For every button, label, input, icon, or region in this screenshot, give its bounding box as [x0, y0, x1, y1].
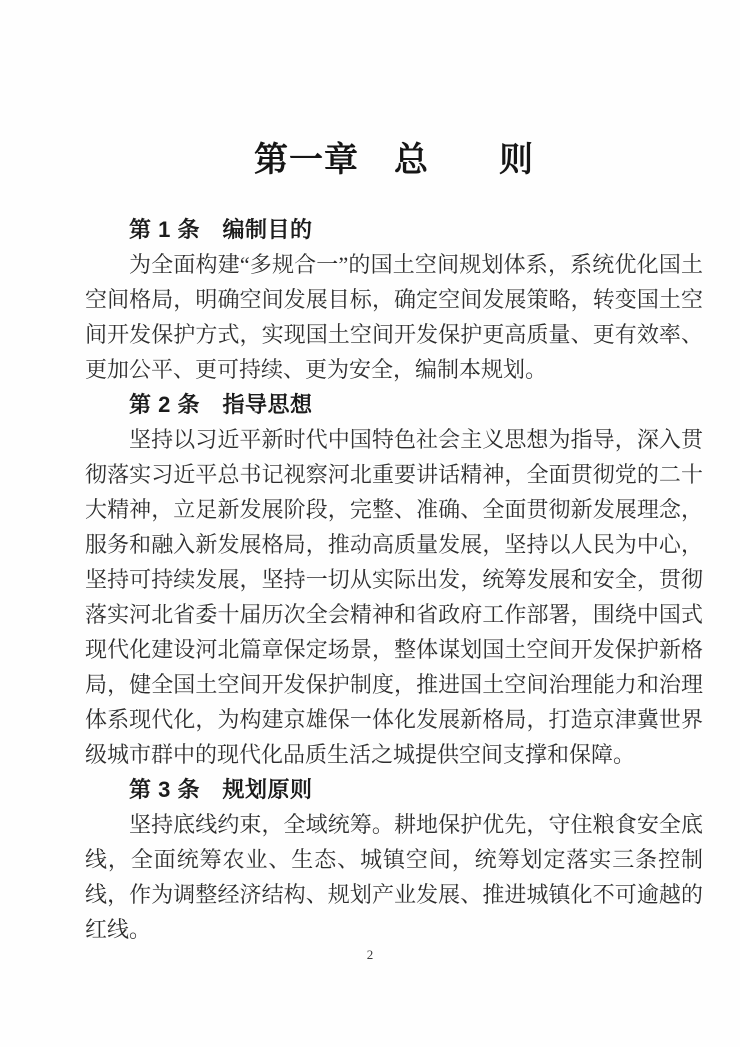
article-1-body: 为全面构建“多规合一”的国土空间规划体系，系统优化国土空间格局，明确空间发展目标，确定空间发展策略，转变国土空间开发保护方式，实现国土空间开发保护更高质量、更有效率、更加公平、更可持续、更为安全，编制本规划。: [85, 252, 703, 382]
page-number: 2: [366, 947, 374, 962]
article-2-body: 坚持以习近平新时代中国特色社会主义思想为指导，深入贯彻落实习近平总书记视察河北重要讲话精神，全面贯彻党的二十大精神，立足新发展阶段，完整、准确、全面贯彻新发展理念，服务和融入新发展格局，推动高质量发展，坚持以人民为中心，坚持可持续发展，坚持一切从实际出发，统筹发展和安全，贯彻落实河北省委十届历次全会精神和省政府工作部署，围绕中国式现代化建设河北篇章保定场景，整体谋划国土空间开发保护新格局，健全国土空间开发保护制度，推进国土空间治理能力和治理体系现代化，为构建京雄保一体化发展新格局，打造京津冀世界级城市群中的现代化品质生活之城提供空间支撑和保障。: [85, 427, 703, 767]
article-3-heading: 第 3 条 规划原则: [129, 777, 313, 802]
chapter-title: 第一章 总 则: [254, 142, 534, 179]
article-3-body: 坚持底线约束，全域统筹。耕地保护优先，守住粮食安全底线，全面统筹农业、生态、城镇空间，统筹划定落实三条控制线，作为调整经济结构、规划产业发展、推进城镇化不可逾越的红线。: [85, 812, 703, 942]
article-1: [85, 212, 703, 387]
article-1-heading: 第 1 条 编制目的: [129, 217, 313, 242]
article-2-heading: 第 2 条 指导思想: [129, 392, 313, 417]
article-3: [85, 772, 703, 947]
article-2: [85, 387, 703, 772]
